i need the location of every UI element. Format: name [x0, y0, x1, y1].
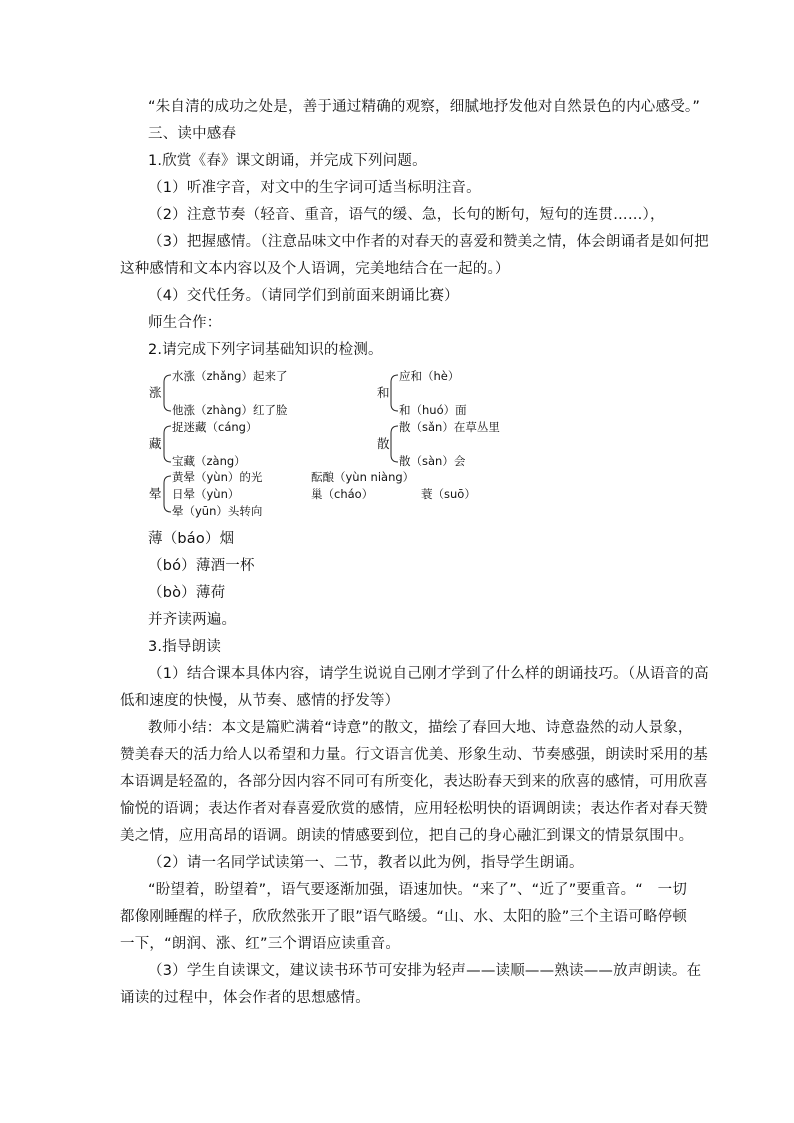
task-item-3-cont: 这种感情和文本内容以及个人语调，完美地结合在一起的。） — [120, 261, 510, 277]
vocab-yun-2: 日晕（yùn） — [172, 487, 240, 501]
vocab-he-1: 应和（hè） — [399, 369, 460, 383]
vocab-char-cang: 藏 — [149, 436, 162, 451]
vocab-san-2: 散（sàn）会 — [399, 454, 466, 468]
vocab-bao-2: （bó）薄酒一杯 — [148, 558, 255, 574]
cooperation-label: 师生合作： — [148, 315, 222, 331]
task-item-4: （4）交代任务。（请同学们到前面来朗诵比赛） — [148, 288, 459, 304]
vocab-bao-1: 薄（báo）烟 — [148, 531, 235, 547]
guide-item-3: （3）学生自读课文，建议读书环节可安排为轻声——读顺——熟读——放声朗读。在 — [148, 963, 702, 979]
vocab-he-2: 和（huó）面 — [399, 403, 467, 417]
teacher-summary-1: 教师小结：本文是篇贮满着“诗意”的散文，描绘了春回大地、诗意盎然的动人景象， — [148, 720, 693, 736]
guide-item-1-cont: 低和速度的快慢，从节奏、感情的抒发等） — [120, 693, 400, 709]
section-heading: 三、读中感春 — [148, 126, 237, 142]
task-heading-2: 2.请完成下列字词基础知识的检测。 — [148, 342, 383, 358]
task-heading-1: 1.欣赏《春》课文朗诵，并完成下列问题。 — [148, 153, 427, 169]
vocab-yunniang: 酝酿（yùn niàng） — [311, 470, 415, 484]
task-item-2: （2）注意节奏（轻音、重音，语气的缓、急，长句的断句，短句的连贯……）， — [148, 207, 665, 223]
task-item-3: （3）把握感情。（注意品味文中作者的对春天的喜爱和赞美之情，体会朗诵者是如何把 — [148, 234, 709, 250]
vocab-char-zhang: 涨 — [149, 385, 162, 400]
guide-item-1: （1）结合课本具体内容，请学生说说自己刚才学到了什么样的朗诵技巧。（从语音的高 — [148, 666, 709, 682]
vocab-char-he: 和 — [377, 385, 390, 400]
guide-note-2: 都像刚睡醒的样子，欣欣然张开了眼”语气略缓。“山、水、太阳的脸”三个主语可略停顿 — [120, 909, 688, 925]
guide-item-2: （2）请一名同学试读第一、二节，教者以此为例，指导学生朗诵。 — [148, 855, 584, 871]
vocab-char-san: 散 — [377, 436, 390, 451]
teacher-summary-3: 本语调是轻盈的，各部分因内容不同可有所变化，表达盼春天到来的欣喜的感情，可用欣喜 — [120, 774, 708, 790]
teacher-summary-5: 美之情，应用高昂的语调。朗读的情感要到位，把自己的身心融汇到课文的情景氛围中。 — [120, 828, 694, 844]
task-heading-3: 3.指导朗读 — [148, 639, 222, 655]
vocab-suo: 蓑（suō） — [421, 487, 476, 501]
vocab-bao-3: （bò）薄荷 — [148, 585, 226, 601]
vocab-yun-3: 晕（yūn）头转向 — [172, 504, 263, 518]
guide-note-3: 一下，“朗润、涨、红”三个谓语应读重音。 — [120, 936, 401, 952]
teacher-summary-2: 赞美春天的活力给人以希望和力量。行文语言优美、形象生动、节奏感强，朗读时采用的基 — [120, 747, 708, 763]
task-item-1: （1）听准字音，对文中的生字词可适当标明注音。 — [148, 180, 481, 196]
guide-note-1: “盼望着，盼望着”，语气要逐渐加强，语速加快。“来了”、“近了”要重音。“ 一切 — [148, 882, 688, 898]
vocab-chao: 巢（cháo） — [311, 487, 374, 501]
vocab-zhang-1: 水涨（zhǎng）起来了 — [172, 369, 288, 383]
vocab-san-1: 散（sǎn）在草丛里 — [399, 420, 500, 434]
vocab-zhang-2: 他涨（zhàng）红了脸 — [172, 403, 288, 417]
read-aloud-note: 并齐读两遍。 — [148, 612, 237, 628]
quote-line: “朱自清的成功之处是，善于通过精确的观察，细腻地抒发他对自然景色的内心感受。” — [148, 99, 701, 115]
guide-item-3-cont: 诵读的过程中，体会作者的思想感情。 — [120, 990, 370, 1006]
vocab-cang-1: 捉迷藏（cáng） — [172, 420, 258, 434]
teacher-summary-4: 愉悦的语调；表达作者对春喜爱欣赏的感情，应用轻松明快的语调朗读；表达作者对春天赞 — [120, 801, 708, 817]
vocab-cang-2: 宝藏（zàng） — [172, 454, 246, 468]
vocab-char-yun: 晕 — [149, 486, 162, 501]
vocab-yun-1: 黄晕（yùn）的光 — [172, 470, 263, 484]
